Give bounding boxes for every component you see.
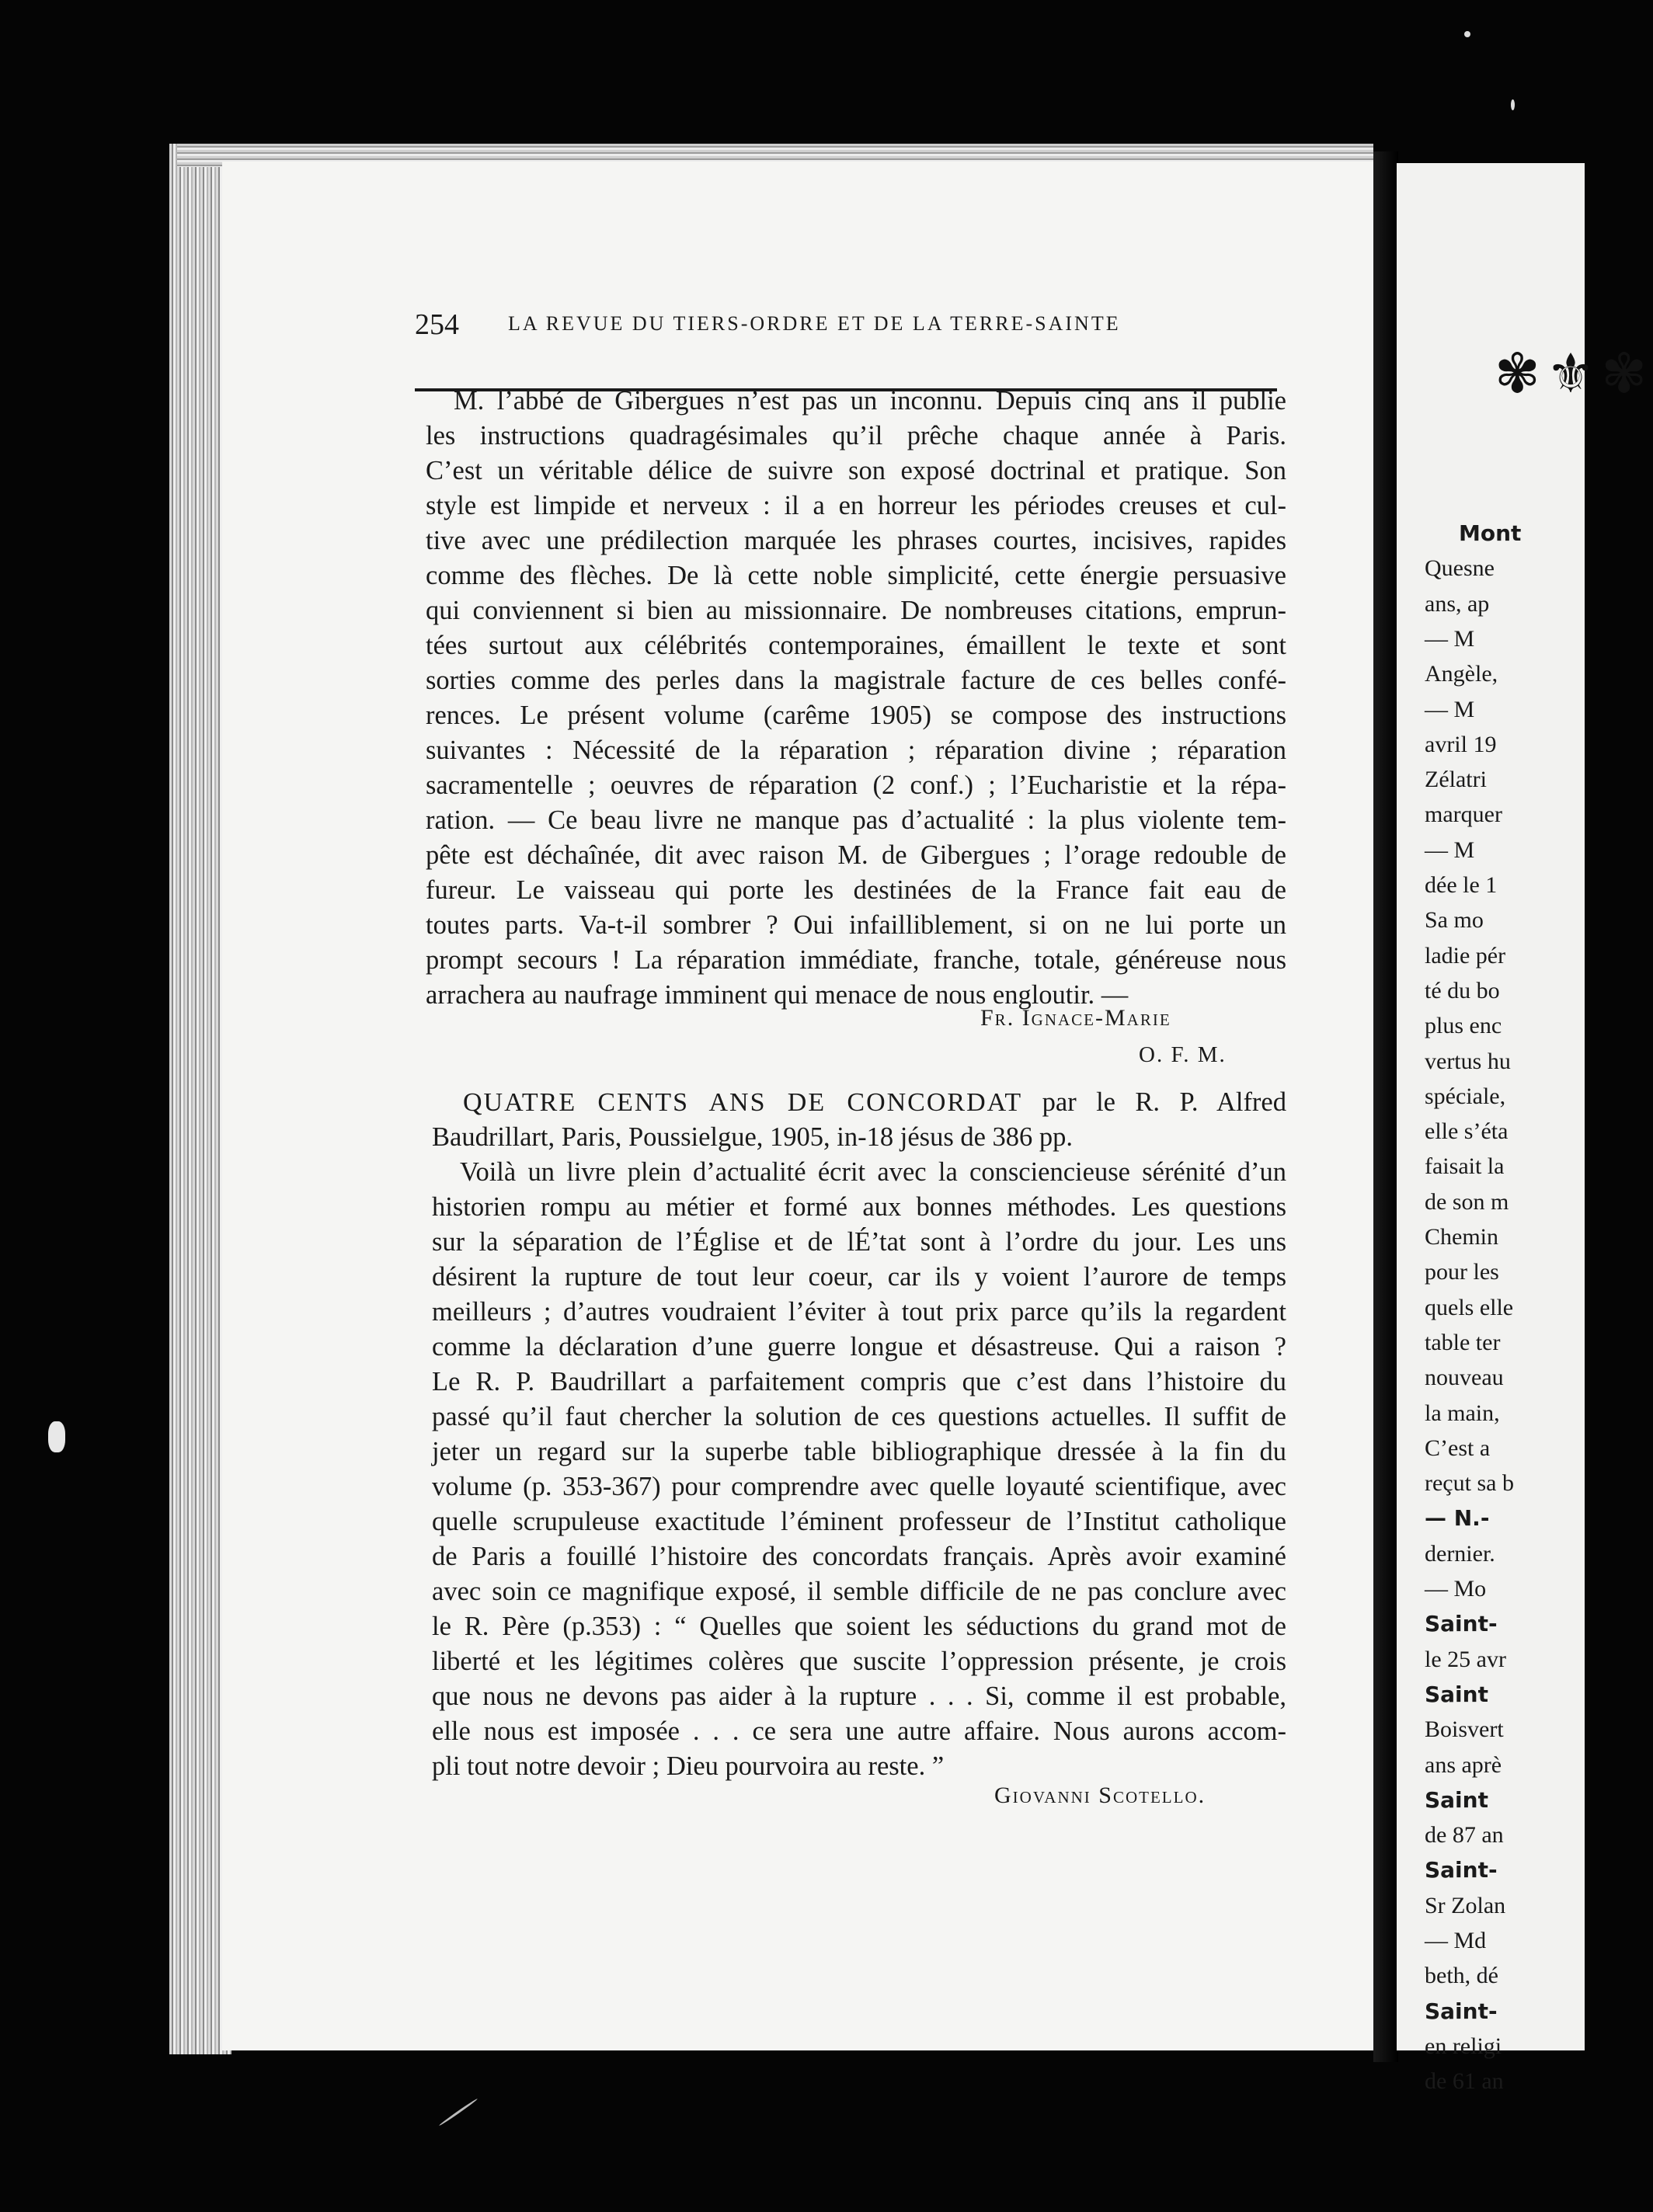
text-line: liberté et les légitimes colères que suscite l’oppression présente, je crois <box>432 1647 1286 1676</box>
right-page <box>1397 163 1653 2095</box>
right-page-line: té du bo <box>1425 977 1500 1003</box>
scan-speck <box>1511 99 1515 110</box>
right-page-line: — N.- <box>1425 1505 1490 1532</box>
text-line: pli tout notre devoir ; Dieu pourvoira au reste. ” <box>432 1751 945 1781</box>
text-line: ration. — Ce beau livre ne manque pas d’actualité : la plus violente tem- <box>426 805 1286 835</box>
text-line: arrachera au naufrage imminent qui menace de nous engloutir. — <box>426 980 1129 1010</box>
right-page-line: — M <box>1425 836 1475 863</box>
right-page-line: Quesne <box>1425 555 1495 582</box>
right-page-line: Chemin <box>1425 1224 1498 1250</box>
right-page-line: vertus hu <box>1425 1048 1511 1074</box>
text-line: Baudrillart, Paris, Poussielgue, 1905, in-18 jésus de 386 pp. <box>432 1122 1074 1152</box>
right-page-line: Saint- <box>1425 1857 1498 1883</box>
text-line: rences. Le présent volume (carême 1905) se compose des instructions <box>426 701 1286 730</box>
right-page-line: marquer <box>1425 802 1502 828</box>
review-concordat <box>432 1120 1286 1784</box>
right-page-line: ans aprè <box>1425 1751 1502 1778</box>
right-page-line: Zélatri <box>1425 767 1487 793</box>
text-line: comme des flèches. De là cette noble simplicité, cette énergie persuasive <box>426 561 1286 590</box>
text-line: quelle scrupuleuse exactitude l’éminent professeur de l’Institut catholique <box>432 1507 1286 1536</box>
right-page-line: nouveau <box>1425 1365 1504 1391</box>
right-page-line: de 61 an <box>1425 2068 1504 2095</box>
right-page-line: Saint <box>1425 1786 1488 1813</box>
text-line: tées surtout aux célébrités contemporaines, émaillent le texte et sont <box>426 631 1286 660</box>
right-page-line: Saint- <box>1425 1998 1498 2024</box>
text-line: prompt secours ! La réparation immédiate, franche, totale, généreuse nous <box>426 945 1286 975</box>
text-line: M. l’abbé de Gibergues n’est pas un inconnu. Depuis cinq ans il publie <box>454 386 1286 416</box>
fleuron-ornament-icon: ✾⚜✾ <box>1495 345 1653 405</box>
review-heading-line <box>463 1085 1286 1120</box>
text-line: meilleurs ; d’autres voudraient l’éviter à tout prix parce qu’ils la regardent <box>432 1297 1286 1327</box>
right-page-line: — M <box>1425 696 1475 722</box>
scan-speck <box>439 2098 478 2127</box>
text-line: tive avec une prédilection marquée les phrases courtes, incisives, rapides <box>426 526 1286 555</box>
text-line: Voilà un livre plein d’actualité écrit avec la consciencieuse sérénité d’un <box>460 1157 1286 1187</box>
book-gutter <box>1373 151 1398 2062</box>
right-page-line: quels elle <box>1425 1294 1514 1320</box>
text-line: suivantes : Nécessité de la réparation ; réparation divine ; réparation <box>426 736 1286 765</box>
right-page-line: — Md <box>1425 1928 1487 1953</box>
right-page-line: reçut sa b <box>1425 1470 1514 1497</box>
text-line: sur la séparation de l’Église et de lÉ’tat sont à l’ordre du jour. Les uns <box>432 1227 1286 1257</box>
right-page-line: dée le 1 <box>1425 872 1498 898</box>
right-page-line: dernier. <box>1425 1540 1495 1567</box>
text-line: passé qu’il faut chercher la solution de ces questions actuelles. Il suffit de <box>432 1402 1286 1431</box>
right-page-line: Boisvert <box>1425 1716 1504 1743</box>
right-page-line: beth, dé <box>1425 1963 1498 1989</box>
right-page-line: elle s’éta <box>1425 1118 1509 1145</box>
scan-speck <box>1464 31 1470 37</box>
right-page-line: pour les <box>1425 1259 1499 1285</box>
text-line: sorties comme des perles dans la magistrale facture de ces belles confé- <box>426 666 1286 695</box>
signature-order: O. F. M. <box>1139 1042 1227 1067</box>
right-page-line: Saint- <box>1425 1611 1498 1637</box>
right-page-line: ans, ap <box>1425 590 1490 617</box>
text-line: jeter un regard sur la superbe table bibliographique dressée à la fin du <box>432 1437 1286 1466</box>
right-page-line: spéciale, <box>1425 1083 1506 1109</box>
text-line: volume (p. 353-367) pour comprendre avec quelle loyauté scientifique, avec <box>432 1472 1286 1501</box>
right-page-line: Angèle, <box>1425 661 1498 687</box>
text-line: sacramentelle ; oeuvres de réparation (2 conf.) ; l’Eucharistie et la répa- <box>426 770 1286 800</box>
running-head <box>415 308 1277 339</box>
right-page-line: — M <box>1425 625 1475 652</box>
right-page-line: plus enc <box>1425 1013 1502 1039</box>
right-page-line: avril 19 <box>1425 731 1497 757</box>
page-number: 254 <box>415 308 459 341</box>
right-page-line: ladie pér <box>1425 942 1506 969</box>
text-line: comme la déclaration d’une guerre longue et désastreuse. Qui a raison ? <box>432 1332 1286 1362</box>
right-page-line: le 25 avr <box>1425 1646 1506 1672</box>
book-title: QUATRE CENTS ANS DE CONCORDAT <box>463 1088 1023 1117</box>
text-line: historien rompu au métier et formé aux bonnes méthodes. Les questions <box>432 1192 1286 1222</box>
text-line: elle nous est imposée . . . ce sera une autre affaire. Nous aurons accom- <box>432 1716 1286 1746</box>
right-page-line: Mont <box>1459 520 1522 546</box>
book-author-intro: par le R. P. Alfred <box>1042 1087 1286 1117</box>
right-page-line: en religi <box>1425 2033 1502 2059</box>
scan-speck <box>48 1421 65 1452</box>
right-page-line: faisait la <box>1425 1153 1505 1180</box>
signature-scotello: Giovanni Scotello. <box>994 1782 1206 1808</box>
review-concordat-heading <box>463 1085 1286 1120</box>
running-title: LA REVUE DU TIERS-ORDRE ET DE LA TERRE-SAINTE <box>508 312 1121 335</box>
text-line: avec soin ce magnifique exposé, il semble difficile de ne pas conclure avec <box>432 1577 1286 1606</box>
right-page-line: — Mo <box>1425 1576 1487 1602</box>
text-line: désirent la rupture de tout leur coeur, car ils y voient l’aurore de temps <box>432 1262 1286 1292</box>
text-line: fureur. Le vaisseau qui porte les destinées de la France fait eau de <box>426 875 1286 905</box>
review-gibergues <box>426 384 1286 1013</box>
signature-ignace-marie: Fr. Ignace-Marie <box>980 1005 1171 1031</box>
right-page-line: table ter <box>1425 1329 1501 1355</box>
text-line: pête est déchaînée, dit avec raison M. de Gibergues ; l’orage redouble de <box>426 840 1286 870</box>
right-page-line: Saint <box>1425 1681 1488 1707</box>
text-line: Le R. P. Baudrillart a parfaitement compris que c’est dans l’histoire du <box>432 1367 1286 1396</box>
right-page-line: de 87 an <box>1425 1822 1504 1849</box>
text-line: les instructions quadragésimales qu’il prêche chaque année à Paris. <box>426 421 1286 450</box>
text-line: le R. Père (p.353) : “ Quelles que soient les séductions du grand mot de <box>432 1612 1286 1641</box>
text-line: C’est un véritable délice de suivre son exposé doctrinal et pratique. Son <box>426 456 1286 485</box>
text-line: qui conviennent si bien au missionnaire. De nombreuses citations, emprun- <box>426 596 1286 625</box>
right-page-line: la main, <box>1425 1400 1500 1426</box>
text-line: de Paris a fouillé l’histoire des concordats français. Après avoir examiné <box>432 1542 1286 1571</box>
right-page-line: C’est a <box>1425 1435 1491 1461</box>
right-page-line: Sa mo <box>1425 907 1484 934</box>
text-line: style est limpide et nerveux : il a en horreur les périodes creuses et cul- <box>426 491 1286 520</box>
right-page-line: Sr Zolan <box>1425 1892 1506 1918</box>
text-line: que nous ne devons pas aider à la rupture . . . Si, comme il est probable, <box>432 1682 1286 1711</box>
text-line: toutes parts. Va-t-il sombrer ? Oui infailliblement, si on ne lui porte un <box>426 910 1286 940</box>
right-page-line: de son m <box>1425 1188 1509 1215</box>
